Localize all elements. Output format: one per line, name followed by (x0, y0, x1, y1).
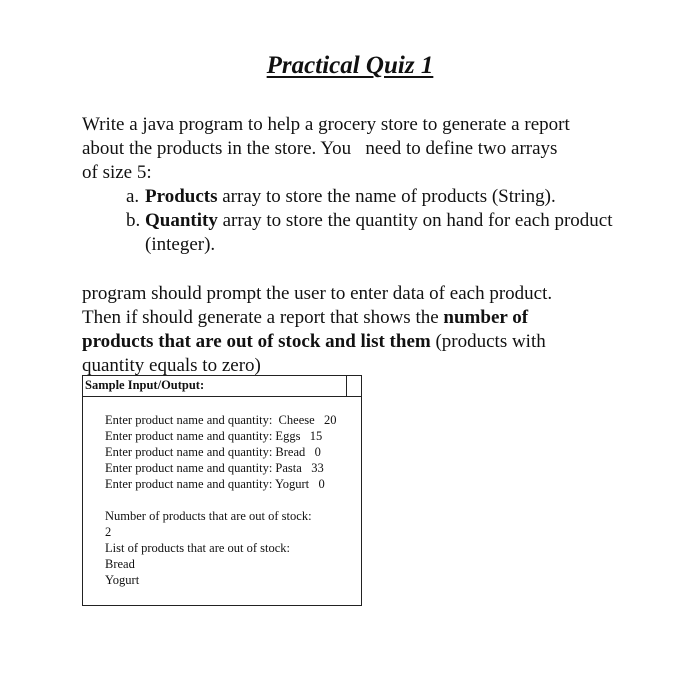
report-paragraph (82, 282, 622, 378)
out-of-stock-item: Yogurt (105, 573, 140, 587)
sample-input-line: Enter product name and quantity: Yogurt 0 (105, 477, 325, 491)
list-item-keyword: Quantity (145, 210, 218, 231)
sample-input-line: Enter product name and quantity: Eggs 15 (105, 429, 323, 443)
array-requirements-list (126, 185, 636, 257)
intro-line: about the products in the store. You need to define two arrays (82, 138, 558, 159)
intro-line: Write a java program to help a grocery store to generate a report (82, 114, 570, 135)
list-item-description: array to store the name of products (String). (217, 186, 556, 207)
report-line (82, 330, 622, 354)
out-of-stock-list-label: List of products that are out of stock: (105, 541, 291, 555)
report-emphasis: number of (443, 307, 529, 328)
out-of-stock-item: Bread (105, 557, 135, 571)
sample-input-line: Enter product name and quantity: Bread 0 (105, 445, 321, 459)
page-title: Practical Quiz 1 (266, 52, 434, 79)
intro-line: of size 5: (82, 162, 152, 183)
report-emphasis: products that are out of stock and list them (82, 331, 431, 352)
list-item-keyword: Products (145, 186, 218, 207)
list-item-description: array to store the quantity on hand for each product (integer). (145, 210, 613, 255)
out-of-stock-count-value: 2 (105, 525, 112, 539)
report-text: (products with (430, 331, 546, 352)
report-text: Then if should generate a report that shows the (82, 307, 444, 328)
intro-paragraph (82, 113, 642, 185)
sample-input-line: Enter product name and quantity: Pasta 33 (105, 461, 324, 475)
spacer (105, 492, 357, 508)
list-item (126, 209, 636, 257)
sample-io-header (83, 376, 361, 397)
list-item-text (145, 209, 636, 257)
sample-io-body (105, 412, 357, 588)
sample-io-header-label: Sample Input/Output: (85, 378, 205, 392)
report-line: quantity equals to zero) (82, 355, 261, 376)
list-marker: b. (126, 210, 141, 231)
list-marker: a. (126, 186, 140, 207)
list-item-text (145, 185, 636, 209)
report-line (82, 306, 622, 330)
sample-input-line: Enter product name and quantity: Cheese 20 (105, 413, 337, 427)
table-divider (346, 376, 347, 396)
list-item (126, 185, 636, 209)
report-line: program should prompt the user to enter data of each product. (82, 283, 553, 304)
out-of-stock-count-label: Number of products that are out of stock: (105, 509, 312, 523)
sample-io-box (82, 375, 362, 606)
